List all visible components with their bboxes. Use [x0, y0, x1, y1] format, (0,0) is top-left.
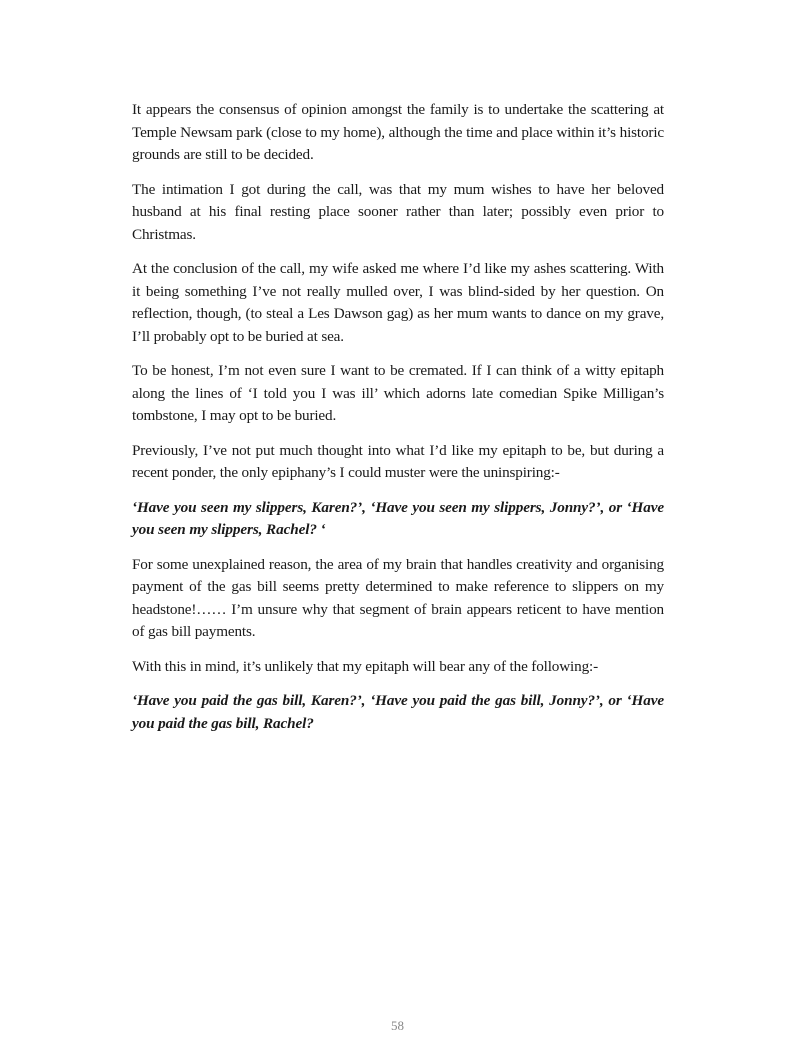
quote-slippers: ‘Have you seen my slippers, Karen?’, ‘Have you seen my slippers, Jonny?’, or ‘Have you seen my slippers, Rachel? ‘ [132, 498, 664, 538]
paragraph-unlikely-epitaph: With this in mind, it’s unlikely that my epitaph will bear any of the following:- [132, 657, 598, 675]
paragraph-ashes-question: At the conclusion of the call, my wife asked me where I’d like my ashes scattering. With it being something I’ve not really mulled over, I was blind-sided by her question. On reflection, though, (to steal a Les Dawson gag) as her mum wants to dance on my grave, I’ll probably opt to be buried at sea. [132, 260, 664, 345]
page-body [132, 99, 664, 747]
paragraph-intimation: The intimation I got during the call, was that my mum wishes to have her beloved husband at his final resting place sooner rather than later; possibly even prior to Christmas. [132, 180, 664, 243]
quote-gas-bill: ‘Have you paid the gas bill, Karen?’, ‘Have you paid the gas bill, Jonny?’, or ‘Have you paid the gas bill, Rachel? [132, 692, 664, 732]
paragraph-brain-creativity: For some unexplained reason, the area of my brain that handles creativity and organising payment of the gas bill seems pretty determined to make reference to slippers on my headstone!…… I’m unsure why that segment of brain appears reticent to have mention of gas bill payments. [132, 555, 664, 640]
paragraph-scattering-plans: It appears the consensus of opinion amongst the family is to undertake the scattering at Temple Newsam park (close to my home), although the time and place within it’s historic grounds are still to be decided. [132, 101, 664, 163]
page-number: 58 [391, 1018, 404, 1033]
paragraph-cremation: To be honest, I’m not even sure I want to be cremated. If I can think of a witty epitaph along the lines of ‘I told you I was ill’ which adorns late comedian Spike Milligan’s tombstone, I may opt to be buried. [132, 362, 664, 424]
paragraph-epitaph-thoughts: Previously, I’ve not put much thought into what I’d like my epitaph to be, but during a recent ponder, the only epiphany’s I could muster were the uninspiring:- [132, 441, 664, 481]
